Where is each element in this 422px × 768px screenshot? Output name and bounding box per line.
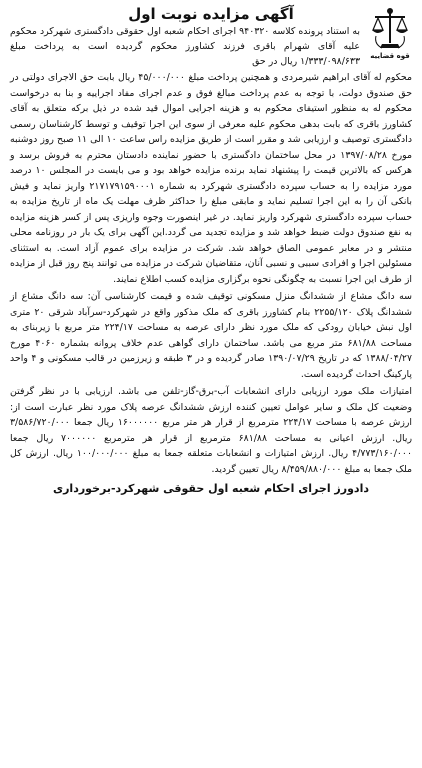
judiciary-emblem bbox=[368, 6, 412, 66]
notice-signature: دادورز اجرای احکام شعبه اول حقوقی شهرکرد-برخورداری bbox=[53, 482, 369, 495]
notice-title: آگهی مزایده نوبت اول bbox=[128, 5, 294, 23]
intro-text: به استناد پرونده کلاسه ۹۴۰۳۲۰ اجرای احکام شعبه اول حقوقی دادگستری شهرکرد محکوم علیه آقای شهرام باقری فرزند کشاورز محکوم گردیده است به پرداخت مبلغ ۱/۳۳۳/۰۹۸/۶۳۳ ریال در حق bbox=[10, 26, 360, 67]
scales-of-justice-icon bbox=[370, 6, 410, 52]
paragraph-property-description: سه دانگ مشاع از ششدانگ منزل مسکونی توقیف شده و قیمت کارشناسی آن: سه دانگ مشاع از ششدانگ پلاک ۲۲۵۵/۱۲۰ بنام کشاورز باقری که ملک مذکور واقع در شهرکرد-سرآباد شرقی ۲۰ متری اول نبش خیابان رودکی که ملک مورد نظر دارای عرصه به مساحت ۲۲۴/۱۷ متر مربع با زیربنای به مساحت ۶۸۱/۸۸ متر مربع می باشد. ساختمان دارای گواهی عدم خلاف پروانه بشماره ۴۰۶۰ مورخ ۱۳۸۸/۰۴/۲۷ که در تاریخ ۱۳۹۰/۰۷/۲۹ صادر گردیده و در ۳ طبقه و زیرزمین در قالب مسکونی و ۴ واحد پارکینگ احداث گردیده است. bbox=[10, 291, 413, 380]
emblem-caption: قوه قضاییه bbox=[370, 52, 410, 60]
notice-header bbox=[10, 4, 412, 70]
paragraph-auction-terms: محکوم له آقای ابراهیم شیرمردی و همچنین پرداخت مبلغ ۴۵/۰۰۰/۰۰۰ ریال بابت حق الاجرای دولتی در حق صندوق دولت، با توجه به عدم پرداخت مبالغ فوق و عدم اجرای مفاد اجراییه و بنا به درخواست محکوم له به منظور استیفای محکوم به و هزینه اجرایی اموال قید شده در ذیل برکه متعلق به آقای کشاورز باقری که بابت بدهی محکوم علیه معرفی از سوی این اجرا توقیف و توسط کارشناسان رسمی دادگستری توصیف و ارزیابی شد و مقرر است از طریق مزایده راس ساعت ۱۰ الی ۱۱ صبح روز دوشنبه مورخ ۱۳۹۷/۰۸/۲۸ در محل ساختمان دادگستری با حضور نماینده دادستان محترم به فروش برسد و هرکس که بالاترین قیمت را پیشنهاد نماید برنده مزایده خواهد بود و می بایست در المجلس ۱۰ درصد مورد مزایده را به حساب سپرده دادگستری شهرکرد به شماره ۲۱۷۱۷۹۱۵۹۰۰۰۱ واریز نماید و فیش بانکی آن را به این اجرا تسلیم نماید و مابقی مبلغ را حداکثر ظرف مهلت یک ماه از تاریخ مزایده به حساب سپرده دادگستری شهرکرد واریز نماید. در غیر اینصورت وجوه واریزی پس از کسر هزینه مزایده به نفع صندوق دولت ضبط خواهد شد و مزایده تجدید می گردد.این آگهی برای یک بار در روزنامه محلی منتشر و در معابر عمومی الصاق خواهد شد. شرکت در مزایده برای عموم آزاد است. به استثنای مسئولین اجرا و افرادی سببی و نسبی آنان، متقاضیان شرکت در مزایده می توانند پنج روز قبل از مزایده از طرف این اجرا نسبت به چگونگی نحوه برگزاری مزایده کسب اطلاع نمایند. bbox=[10, 72, 412, 285]
paragraph-valuation: امتیازات ملک مورد ارزیابی دارای انشعابات آب-برق-گاز-تلفن می باشد. ارزیابی با در نظر گرفتن وضعیت کل ملک و سایر عوامل تعیین کننده ارزش ششدانگ عرصه پلاک مورد نظر عبارت است از: ارزش عرصه با مساحت ۲۲۴/۱۷ مترمربع از قرار هر متر مربع ۱۶۰۰۰۰۰۰ ریال جمعا ۳/۵۸۶/۷۲۰/۰۰۰ ریال. ارزش اعیانی به مساحت ۶۸۱/۸۸ مترمربع از قرار هر مترمربع ۷۰۰۰۰۰۰ ریال جمعا ۴/۷۷۳/۱۶۰/۰۰۰ ریال. ارزش امتیازات و انشعابات متعلقه جمعا به مبلغ ۱۰۰/۰۰۰/۰۰۰ ریال. ارزش کل ملک جمعا به مبلغ ۸/۴۵۹/۸۸۰/۰۰۰ ریال تعیین گردید. bbox=[10, 386, 412, 475]
